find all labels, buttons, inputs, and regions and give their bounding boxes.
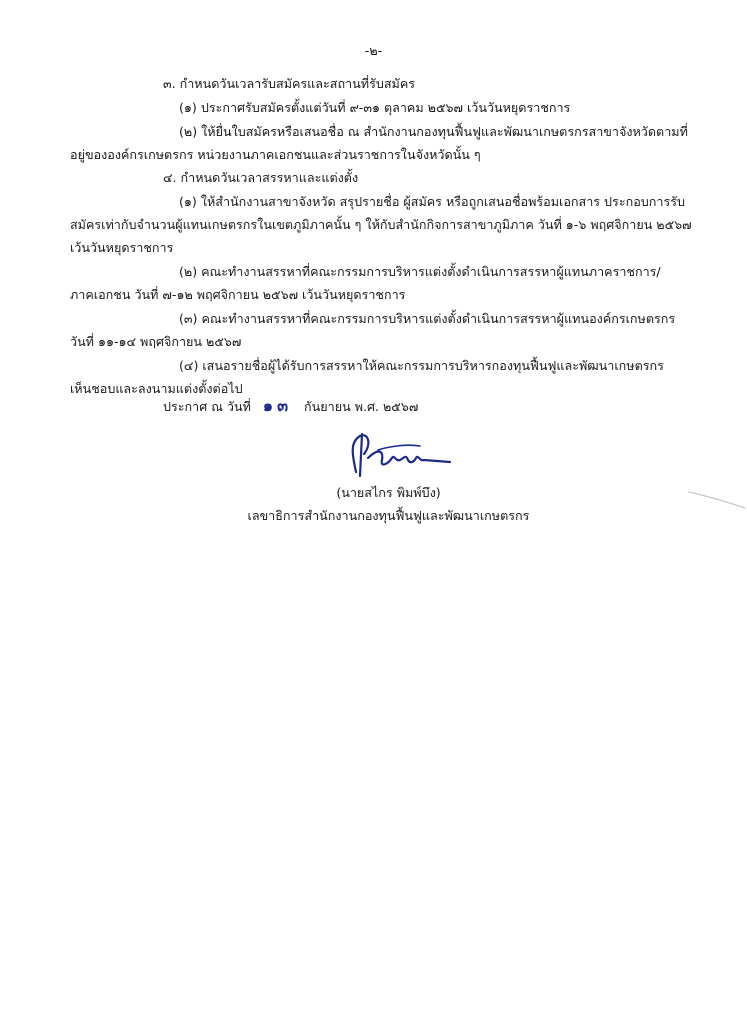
announcement-date xyxy=(163,396,418,417)
signer-title: เลขาธิการสำนักงานกองทุนฟื้นฟูและพัฒนาเกษตรกร xyxy=(247,508,530,523)
section-4-item-3-cont: วันที่ ๑๑-๑๔ พฤศจิกายน ๒๕๖๗ xyxy=(70,334,242,349)
section-4-item-4-cont: เห็นชอบและลงนามแต่งตั้งต่อไป xyxy=(70,381,243,396)
signature xyxy=(338,424,458,484)
section-4-item-1: (๑) ให้สำนักงานสาขาจังหวัด สรุปรายชื่อ ผู้สมัคร หรือถูกเสนอชื่อพร้อมเอกสาร ประกอบการรับ xyxy=(179,194,685,209)
announcement-month-year: กันยายน พ.ศ. ๒๕๖๗ xyxy=(304,399,419,414)
section-4-item-2: (๒) คณะทำงานสรรหาที่คณะกรรมการบริหารแต่งตั้งดำเนินการสรรหาผู้แทนภาคราชการ/ xyxy=(179,264,661,279)
section-3-item-2-cont: อยู่ขององค์กรเกษตรกร หน่วยงานภาคเอกชนและส่วนราชการในจังหวัดนั้น ๆ xyxy=(70,147,481,162)
section-4-item-4: (๔) เสนอรายชื่อผู้ได้รับการสรรหาให้คณะกรรมการบริหารกองทุนฟื้นฟูและพัฒนาเกษตรกร xyxy=(179,358,664,373)
signer-name: (นายสไกร พิมพ์บึง) xyxy=(336,485,441,500)
section-3-item-2: (๒) ให้ยื่นใบสมัครหรือเสนอชื่อ ณ สำนักงานกองทุนฟื้นฟูและพัฒนาเกษตรกรสาขาจังหวัดตามที่ xyxy=(179,124,688,139)
section-4-item-1-cont2: เว้นวันหยุดราชการ xyxy=(70,240,174,255)
section-3-heading: ๓. กำหนดวันเวลารับสมัครและสถานที่รับสมัคร xyxy=(163,76,416,91)
announcement-day: ๑๓ xyxy=(262,396,292,415)
section-3-item-1: (๑) ประกาศรับสมัครตั้งแต่วันที่ ๙-๓๑ ตุลาคม ๒๕๖๗ เว้นวันหยุดราชการ xyxy=(179,100,571,115)
page-number: -๒- xyxy=(364,43,383,58)
section-4-item-3: (๓) คณะทำงานสรรหาที่คณะกรรมการบริหารแต่งตั้งดำเนินการสรรหาผู้แทนองค์กรเกษตรกร xyxy=(179,311,676,326)
section-4-heading: ๔. กำหนดวันเวลาสรรหาและแต่งตั้ง xyxy=(163,170,359,185)
scan-artifact xyxy=(687,488,747,518)
announcement-prefix: ประกาศ ณ วันที่ xyxy=(163,399,251,414)
section-4-item-2-cont: ภาคเอกชน วันที่ ๗-๑๒ พฤศจิกายน ๒๕๖๗ เว้นวันหยุดราชการ xyxy=(70,287,406,302)
section-4-item-1-cont: สมัครเท่ากับจำนวนผู้แทนเกษตรกรในเขตภูมิภาคนั้น ๆ ให้กับสำนักกิจการสาขาภูมิภาค วันที่ ๑-๖ พฤศจิกายน ๒๕๖๗ xyxy=(70,217,692,232)
